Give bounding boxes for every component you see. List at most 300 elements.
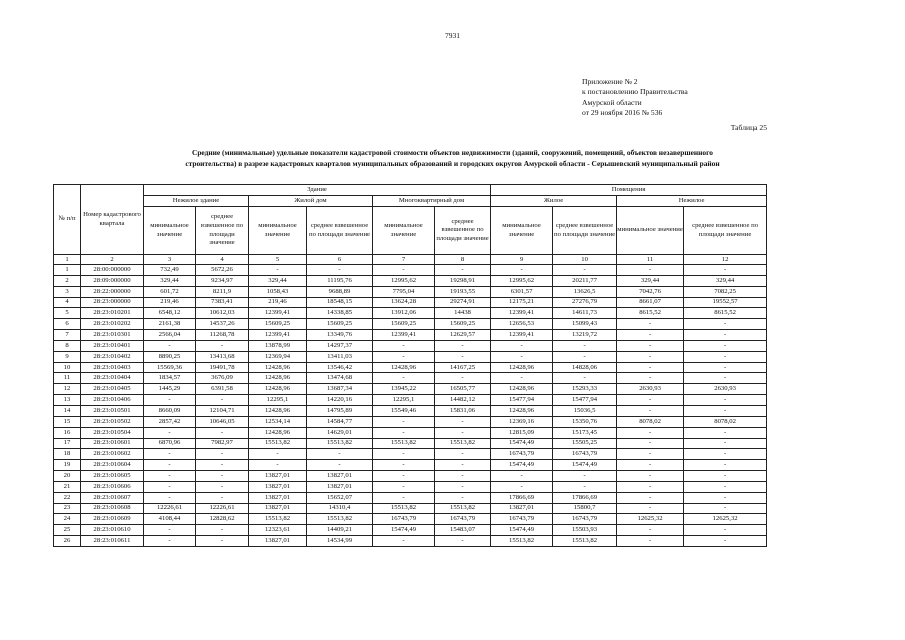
cell-nonres-building-avg: 12828,62 bbox=[196, 514, 249, 525]
cell-house-avg: 11195,76 bbox=[307, 275, 373, 286]
cell-residential-avg: 13626,5 bbox=[553, 286, 617, 297]
cell-house-min: 13827,01 bbox=[249, 471, 307, 482]
cell-nonresidential-avg: 7082,25 bbox=[684, 286, 767, 297]
cell-nonres-building-avg: 12226,61 bbox=[196, 503, 249, 514]
document-title bbox=[40, 148, 865, 169]
cell-residential-avg: 15293,33 bbox=[553, 384, 617, 395]
cell-house-avg: 15652,07 bbox=[307, 492, 373, 503]
cell-nonres-building-avg: - bbox=[196, 536, 249, 547]
cell-residential-min: - bbox=[491, 351, 553, 362]
column-number: 3 bbox=[144, 255, 196, 265]
table-row bbox=[54, 405, 767, 416]
cell-house-min: 12323,61 bbox=[249, 525, 307, 536]
cell-nonresidential-min: 329,44 bbox=[617, 275, 684, 286]
header-min: минимальное значение bbox=[144, 207, 196, 255]
cell-apartment-avg: - bbox=[435, 427, 491, 438]
cell-residential-min: - bbox=[491, 471, 553, 482]
cell-nonresidential-min: - bbox=[617, 405, 684, 416]
cell-apartment-avg: 14482,12 bbox=[435, 395, 491, 406]
cell-apartment-avg: 15513,82 bbox=[435, 438, 491, 449]
cell-nonresidential-min: - bbox=[617, 525, 684, 536]
cell-residential-avg: 14611,73 bbox=[553, 308, 617, 319]
cell-cadastral-quarter: 28:23:010611 bbox=[81, 536, 144, 547]
cell-house-avg: 14584,77 bbox=[307, 416, 373, 427]
cell-nonres-building-avg: 9234,97 bbox=[196, 275, 249, 286]
cell-apartment-avg: 16743,79 bbox=[435, 514, 491, 525]
cell-apartment-avg: 19298,91 bbox=[435, 275, 491, 286]
table-row bbox=[54, 514, 767, 525]
cell-house-avg: 14629,01 bbox=[307, 427, 373, 438]
cell-row-num: 12 bbox=[54, 384, 81, 395]
table-row bbox=[54, 308, 767, 319]
cell-cadastral-quarter: 28:23:010604 bbox=[81, 460, 144, 471]
cell-house-avg: - bbox=[307, 460, 373, 471]
cell-residential-avg: 27276,79 bbox=[553, 297, 617, 308]
cell-house-min: 13827,01 bbox=[249, 481, 307, 492]
cell-apartment-min: 13945,22 bbox=[373, 384, 435, 395]
cell-house-avg: 13411,03 bbox=[307, 351, 373, 362]
cell-residential-min: 16743,79 bbox=[491, 514, 553, 525]
cell-apartment-avg: - bbox=[435, 492, 491, 503]
cell-apartment-avg: - bbox=[435, 351, 491, 362]
table-row bbox=[54, 384, 767, 395]
cell-cadastral-quarter: 28:23:010403 bbox=[81, 362, 144, 373]
cell-nonresidential-avg: - bbox=[684, 373, 767, 384]
cell-residential-avg: 15099,43 bbox=[553, 319, 617, 330]
table-row bbox=[54, 503, 767, 514]
cell-house-avg: 15609,25 bbox=[307, 319, 373, 330]
cell-nonres-building-min: 12226,61 bbox=[144, 503, 196, 514]
cell-house-min: 12428,96 bbox=[249, 405, 307, 416]
cell-cadastral-quarter: 28:23:010607 bbox=[81, 492, 144, 503]
cell-row-num: 10 bbox=[54, 362, 81, 373]
cell-nonresidential-avg: 2630,93 bbox=[684, 384, 767, 395]
cell-residential-min: 15477,94 bbox=[491, 395, 553, 406]
cell-nonres-building-avg: 7383,41 bbox=[196, 297, 249, 308]
cell-row-num: 19 bbox=[54, 460, 81, 471]
cell-row-num: 26 bbox=[54, 536, 81, 547]
appendix-line: Амурской области bbox=[582, 97, 642, 107]
cell-nonres-building-avg: - bbox=[196, 460, 249, 471]
cell-apartment-avg: - bbox=[435, 373, 491, 384]
appendix-line: Приложение № 2 bbox=[582, 77, 638, 86]
cell-apartment-min: 12295,1 bbox=[373, 395, 435, 406]
cell-house-min: 12399,41 bbox=[249, 330, 307, 341]
cell-row-num: 24 bbox=[54, 514, 81, 525]
header-premises: Помещения bbox=[491, 185, 767, 196]
cell-nonresidential-min: - bbox=[617, 471, 684, 482]
cell-house-min: 15609,25 bbox=[249, 319, 307, 330]
cell-nonresidential-avg: - bbox=[684, 319, 767, 330]
header-avg: среднее взвешенное по площади значение bbox=[196, 207, 249, 255]
cell-house-avg: 14795,89 bbox=[307, 405, 373, 416]
cell-cadastral-quarter: 28:23:010502 bbox=[81, 416, 144, 427]
cell-residential-avg: 15474,49 bbox=[553, 460, 617, 471]
cell-house-min: 12399,41 bbox=[249, 308, 307, 319]
cell-apartment-min: 15609,25 bbox=[373, 319, 435, 330]
cell-nonres-building-avg: 12104,71 bbox=[196, 405, 249, 416]
appendix-block bbox=[582, 77, 688, 119]
cell-residential-avg: - bbox=[553, 340, 617, 351]
cell-house-min: 329,44 bbox=[249, 275, 307, 286]
table-row bbox=[54, 525, 767, 536]
cell-residential-avg: 15800,7 bbox=[553, 503, 617, 514]
cell-cadastral-quarter: 28:00:000000 bbox=[81, 265, 144, 276]
cell-nonresidential-avg: 8078,02 bbox=[684, 416, 767, 427]
cell-nonresidential-avg: - bbox=[684, 503, 767, 514]
cell-residential-min: 12428,96 bbox=[491, 405, 553, 416]
cell-nonresidential-avg: - bbox=[684, 405, 767, 416]
appendix-line: от 29 ноября 2016 № 536 bbox=[582, 108, 663, 118]
cell-residential-avg: - bbox=[553, 471, 617, 482]
cell-nonresidential-avg: - bbox=[684, 395, 767, 406]
cell-nonresidential-min: - bbox=[617, 373, 684, 384]
cell-cadastral-quarter: 28:23:010301 bbox=[81, 330, 144, 341]
cell-cadastral-quarter: 28:23:000000 bbox=[81, 297, 144, 308]
table-row bbox=[54, 438, 767, 449]
cell-house-min: 12428,96 bbox=[249, 427, 307, 438]
cell-nonres-building-min: 6870,96 bbox=[144, 438, 196, 449]
cell-cadastral-quarter: 28:23:010609 bbox=[81, 514, 144, 525]
cell-nonresidential-avg: 8615,52 bbox=[684, 308, 767, 319]
table-row bbox=[54, 373, 767, 384]
column-number: 5 bbox=[249, 255, 307, 265]
cell-nonres-building-min: - bbox=[144, 427, 196, 438]
cell-cadastral-quarter: 28:23:010202 bbox=[81, 319, 144, 330]
cell-residential-avg: 16743,79 bbox=[553, 449, 617, 460]
cell-cadastral-quarter: 28:22:000000 bbox=[81, 286, 144, 297]
cell-nonresidential-min: - bbox=[617, 351, 684, 362]
cell-nonresidential-avg: 329,44 bbox=[684, 275, 767, 286]
cell-nonresidential-avg: - bbox=[684, 471, 767, 482]
cell-nonresidential-min: - bbox=[617, 481, 684, 492]
header-min: минимальное значение bbox=[249, 207, 307, 255]
table-row bbox=[54, 449, 767, 460]
cell-apartment-min: 12428,96 bbox=[373, 362, 435, 373]
cell-apartment-min: - bbox=[373, 373, 435, 384]
cell-cadastral-quarter: 28:23:010608 bbox=[81, 503, 144, 514]
cell-house-min: 15513,82 bbox=[249, 438, 307, 449]
cell-row-num: 9 bbox=[54, 351, 81, 362]
cell-cadastral-quarter: 28:23:010406 bbox=[81, 395, 144, 406]
cell-residential-min: - bbox=[491, 265, 553, 276]
cell-nonres-building-avg: - bbox=[196, 525, 249, 536]
table-row bbox=[54, 536, 767, 547]
cell-apartment-avg: - bbox=[435, 481, 491, 492]
table-row bbox=[54, 340, 767, 351]
cell-apartment-avg: - bbox=[435, 471, 491, 482]
cell-nonresidential-min: 2630,93 bbox=[617, 384, 684, 395]
cell-cadastral-quarter: 28:23:010601 bbox=[81, 438, 144, 449]
table-row bbox=[54, 362, 767, 373]
cell-row-num: 20 bbox=[54, 471, 81, 482]
appendix-line: к постановлению Правительства bbox=[582, 87, 688, 97]
cell-nonres-building-min: - bbox=[144, 449, 196, 460]
cell-apartment-avg: 14438 bbox=[435, 308, 491, 319]
cell-row-num: 5 bbox=[54, 308, 81, 319]
column-number: 12 bbox=[684, 255, 767, 265]
table-body bbox=[54, 265, 767, 547]
cell-nonres-building-avg: 6391,58 bbox=[196, 384, 249, 395]
header-nonres-building: Нежилое здание bbox=[144, 196, 249, 207]
table-row bbox=[54, 492, 767, 503]
cell-nonres-building-min: 1834,57 bbox=[144, 373, 196, 384]
cell-nonres-building-avg: 10646,05 bbox=[196, 416, 249, 427]
cell-nonresidential-min: - bbox=[617, 319, 684, 330]
cell-residential-avg: 15513,82 bbox=[553, 536, 617, 547]
cell-nonresidential-min: - bbox=[617, 460, 684, 471]
cell-nonres-building-min: 8660,09 bbox=[144, 405, 196, 416]
header-avg: среднее взвешенное по площади значение bbox=[435, 207, 491, 255]
header-house: Жилой дом bbox=[249, 196, 373, 207]
cell-nonresidential-min: - bbox=[617, 330, 684, 341]
cell-cadastral-quarter: 28:23:010201 bbox=[81, 308, 144, 319]
cell-house-min: 12369,94 bbox=[249, 351, 307, 362]
cell-apartment-min: 15474,49 bbox=[373, 525, 435, 536]
cell-residential-min: 15474,49 bbox=[491, 438, 553, 449]
cell-house-min: 13827,01 bbox=[249, 492, 307, 503]
cadastral-value-table bbox=[53, 184, 767, 547]
cell-apartment-avg: - bbox=[435, 265, 491, 276]
cell-nonresidential-avg: - bbox=[684, 449, 767, 460]
table-row bbox=[54, 471, 767, 482]
cell-cadastral-quarter: 28:23:010501 bbox=[81, 405, 144, 416]
cell-apartment-avg: 12629,57 bbox=[435, 330, 491, 341]
cell-house-avg: 9688,89 bbox=[307, 286, 373, 297]
table-row bbox=[54, 297, 767, 308]
cell-apartment-min: 12399,41 bbox=[373, 330, 435, 341]
cell-nonres-building-min: - bbox=[144, 460, 196, 471]
cell-row-num: 23 bbox=[54, 503, 81, 514]
cell-nonresidential-avg: - bbox=[684, 536, 767, 547]
table-row bbox=[54, 319, 767, 330]
cell-apartment-min: - bbox=[373, 492, 435, 503]
column-number: 11 bbox=[617, 255, 684, 265]
cell-nonresidential-min: 8615,52 bbox=[617, 308, 684, 319]
cell-nonres-building-min: - bbox=[144, 525, 196, 536]
cell-house-min: 13827,01 bbox=[249, 503, 307, 514]
cell-house-avg: 13827,01 bbox=[307, 471, 373, 482]
cell-row-num: 7 bbox=[54, 330, 81, 341]
cell-row-num: 6 bbox=[54, 319, 81, 330]
cell-cadastral-quarter: 28:23:010605 bbox=[81, 471, 144, 482]
cell-row-num: 18 bbox=[54, 449, 81, 460]
cell-residential-avg: 15505,25 bbox=[553, 438, 617, 449]
cell-nonresidential-min: 7042,76 bbox=[617, 286, 684, 297]
cell-nonresidential-min: - bbox=[617, 438, 684, 449]
header-apartment: Многоквартирный дом bbox=[373, 196, 491, 207]
cell-apartment-min: 13912,06 bbox=[373, 308, 435, 319]
cell-apartment-min: 16743,79 bbox=[373, 514, 435, 525]
cell-residential-min: - bbox=[491, 481, 553, 492]
cell-nonres-building-min: 2857,42 bbox=[144, 416, 196, 427]
column-number: 2 bbox=[81, 255, 144, 265]
cell-nonres-building-avg: 7982,97 bbox=[196, 438, 249, 449]
cell-nonres-building-avg: - bbox=[196, 481, 249, 492]
cell-residential-min: 16743,79 bbox=[491, 449, 553, 460]
cell-residential-min: 12815,09 bbox=[491, 427, 553, 438]
cell-apartment-min: - bbox=[373, 481, 435, 492]
cell-nonres-building-min: - bbox=[144, 471, 196, 482]
cell-nonres-building-min: - bbox=[144, 481, 196, 492]
header-avg: среднее взвешенное по площади значение bbox=[553, 207, 617, 255]
header-quarter: Номер кадастрового квартала bbox=[81, 185, 144, 255]
table-row bbox=[54, 330, 767, 341]
cell-house-avg: 14220,16 bbox=[307, 395, 373, 406]
cell-row-num: 25 bbox=[54, 525, 81, 536]
cell-nonresidential-avg: - bbox=[684, 481, 767, 492]
cell-residential-min: 12995,62 bbox=[491, 275, 553, 286]
cell-apartment-min: 15513,82 bbox=[373, 438, 435, 449]
cell-nonres-building-min: 4108,44 bbox=[144, 514, 196, 525]
cell-residential-min: - bbox=[491, 340, 553, 351]
cell-nonresidential-avg: - bbox=[684, 330, 767, 341]
cell-nonresidential-avg: - bbox=[684, 427, 767, 438]
cell-nonres-building-min: 8890,25 bbox=[144, 351, 196, 362]
cell-nonres-building-min: 732,49 bbox=[144, 265, 196, 276]
cell-nonres-building-min: - bbox=[144, 395, 196, 406]
cell-house-avg: - bbox=[307, 449, 373, 460]
cell-nonresidential-min: 8661,07 bbox=[617, 297, 684, 308]
cell-nonres-building-avg: - bbox=[196, 492, 249, 503]
cell-nonresidential-min: 8078,02 bbox=[617, 416, 684, 427]
table-row bbox=[54, 427, 767, 438]
cell-nonres-building-avg: 10612,03 bbox=[196, 308, 249, 319]
cell-residential-min: 15474,49 bbox=[491, 460, 553, 471]
cell-row-num: 17 bbox=[54, 438, 81, 449]
cell-nonresidential-min: 12625,32 bbox=[617, 514, 684, 525]
header-num: № п/п bbox=[54, 185, 81, 255]
cell-apartment-avg: 16505,77 bbox=[435, 384, 491, 395]
cell-residential-min: 15474,49 bbox=[491, 525, 553, 536]
cell-house-min: - bbox=[249, 460, 307, 471]
cell-house-avg: 14534,99 bbox=[307, 536, 373, 547]
cell-residential-avg: - bbox=[553, 373, 617, 384]
cell-house-min: 12428,96 bbox=[249, 362, 307, 373]
cell-residential-avg: 15173,45 bbox=[553, 427, 617, 438]
cell-nonres-building-avg: - bbox=[196, 427, 249, 438]
cell-house-avg: 14310,4 bbox=[307, 503, 373, 514]
cell-nonres-building-min: - bbox=[144, 492, 196, 503]
cell-house-min: - bbox=[249, 449, 307, 460]
column-number: 7 bbox=[373, 255, 435, 265]
cell-residential-avg: 15036,5 bbox=[553, 405, 617, 416]
cell-apartment-min: - bbox=[373, 416, 435, 427]
cell-residential-avg: - bbox=[553, 265, 617, 276]
cell-row-num: 14 bbox=[54, 405, 81, 416]
cell-nonres-building-avg: - bbox=[196, 395, 249, 406]
cell-nonres-building-avg: - bbox=[196, 449, 249, 460]
cell-house-avg: 13827,01 bbox=[307, 481, 373, 492]
cell-house-min: 12428,96 bbox=[249, 373, 307, 384]
cell-row-num: 15 bbox=[54, 416, 81, 427]
table-row bbox=[54, 265, 767, 276]
cell-apartment-min: - bbox=[373, 449, 435, 460]
cell-apartment-avg: 29274,91 bbox=[435, 297, 491, 308]
cell-residential-min: 12369,16 bbox=[491, 416, 553, 427]
cell-nonresidential-min: - bbox=[617, 395, 684, 406]
cell-house-avg: 14338,85 bbox=[307, 308, 373, 319]
column-number: 8 bbox=[435, 255, 491, 265]
cell-residential-avg: 16743,79 bbox=[553, 514, 617, 525]
cell-cadastral-quarter: 28:23:010405 bbox=[81, 384, 144, 395]
cell-residential-min: 12428,96 bbox=[491, 384, 553, 395]
cell-apartment-avg: 14167,25 bbox=[435, 362, 491, 373]
cell-apartment-min: - bbox=[373, 265, 435, 276]
cell-residential-avg: 14828,06 bbox=[553, 362, 617, 373]
cell-apartment-avg: - bbox=[435, 449, 491, 460]
table-row bbox=[54, 460, 767, 471]
cell-row-num: 22 bbox=[54, 492, 81, 503]
cell-row-num: 21 bbox=[54, 481, 81, 492]
table-row bbox=[54, 481, 767, 492]
cell-apartment-min: 12995,62 bbox=[373, 275, 435, 286]
header-min: минимальное значение bbox=[617, 207, 684, 255]
cell-apartment-min: - bbox=[373, 460, 435, 471]
cell-cadastral-quarter: 28:23:010602 bbox=[81, 449, 144, 460]
cell-residential-avg: 13219,72 bbox=[553, 330, 617, 341]
cell-nonres-building-min: 329,44 bbox=[144, 275, 196, 286]
header-min: минимальное значение bbox=[373, 207, 435, 255]
cell-nonresidential-avg: - bbox=[684, 362, 767, 373]
header-avg: среднее взвешенное по площади значение bbox=[684, 207, 767, 255]
cell-nonresidential-min: - bbox=[617, 427, 684, 438]
cell-cadastral-quarter: 28:23:010504 bbox=[81, 427, 144, 438]
cell-house-avg: 14409,21 bbox=[307, 525, 373, 536]
table-row bbox=[54, 275, 767, 286]
cell-nonres-building-avg: 8211,9 bbox=[196, 286, 249, 297]
cell-nonresidential-avg: - bbox=[684, 525, 767, 536]
cell-apartment-avg: 15483,07 bbox=[435, 525, 491, 536]
cell-nonresidential-min: - bbox=[617, 536, 684, 547]
column-number: 6 bbox=[307, 255, 373, 265]
cell-apartment-avg: - bbox=[435, 340, 491, 351]
cell-nonresidential-min: - bbox=[617, 340, 684, 351]
cell-nonres-building-avg: 3676,09 bbox=[196, 373, 249, 384]
cell-row-num: 4 bbox=[54, 297, 81, 308]
cell-nonresidential-avg: 12625,32 bbox=[684, 514, 767, 525]
cell-nonresidential-avg: - bbox=[684, 460, 767, 471]
cell-apartment-min: 13624,28 bbox=[373, 297, 435, 308]
cell-row-num: 3 bbox=[54, 286, 81, 297]
cell-row-num: 16 bbox=[54, 427, 81, 438]
table-label: Таблица 25 bbox=[730, 123, 767, 132]
cell-row-num: 13 bbox=[54, 395, 81, 406]
cell-nonres-building-avg: - bbox=[196, 471, 249, 482]
cell-row-num: 1 bbox=[54, 265, 81, 276]
cell-nonresidential-min: - bbox=[617, 492, 684, 503]
cell-residential-avg: 15477,94 bbox=[553, 395, 617, 406]
cell-apartment-avg: - bbox=[435, 460, 491, 471]
cell-house-avg: 15513,82 bbox=[307, 514, 373, 525]
table-row bbox=[54, 395, 767, 406]
cell-apartment-min: 15549,46 bbox=[373, 405, 435, 416]
header-residential: Жилое bbox=[491, 196, 617, 207]
cell-house-avg: 13474,68 bbox=[307, 373, 373, 384]
header-min: минимальное значение bbox=[491, 207, 553, 255]
cell-nonresidential-min: - bbox=[617, 503, 684, 514]
cell-cadastral-quarter: 28:23:010606 bbox=[81, 481, 144, 492]
cell-apartment-min: 15513,82 bbox=[373, 503, 435, 514]
cell-house-avg: 15513,82 bbox=[307, 438, 373, 449]
cell-residential-avg: - bbox=[553, 481, 617, 492]
header-building: Здание bbox=[144, 185, 491, 196]
cell-nonresidential-min: - bbox=[617, 449, 684, 460]
cell-nonres-building-min: 219,46 bbox=[144, 297, 196, 308]
cell-house-min: 13878,99 bbox=[249, 340, 307, 351]
cell-nonres-building-avg: 13413,68 bbox=[196, 351, 249, 362]
cell-house-min: - bbox=[249, 265, 307, 276]
